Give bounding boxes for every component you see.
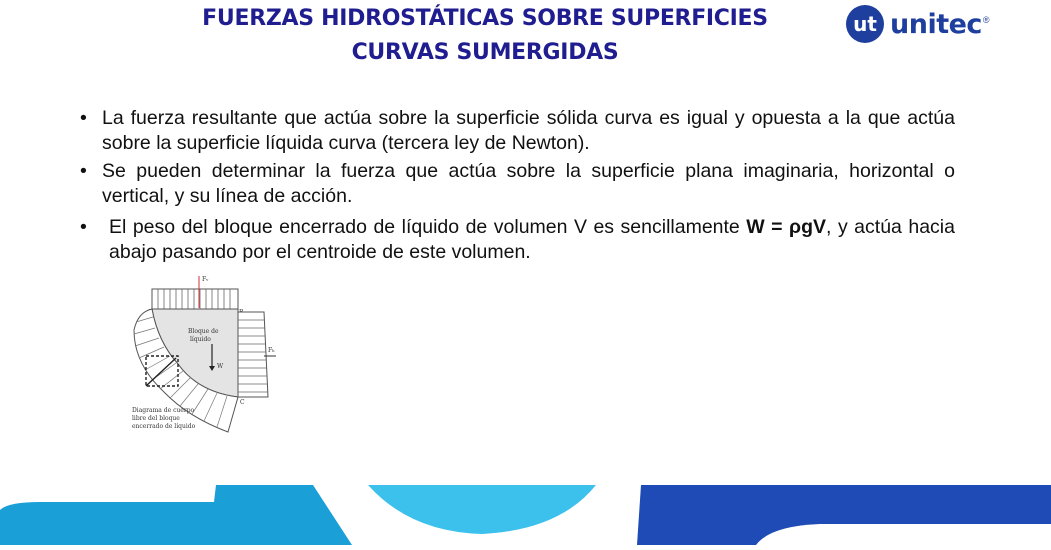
bullet-marker: • <box>80 160 87 182</box>
logo-badge-text: ut <box>853 12 877 36</box>
bullet-text-3 <box>109 215 955 265</box>
fh-label: Fₕ <box>268 347 275 354</box>
bullet-item-2 <box>80 159 955 209</box>
caption-line-3: encerrado de líquido <box>132 423 196 430</box>
logo-badge-icon <box>846 5 884 43</box>
fv-label: Fᵥ <box>202 276 209 283</box>
logo-text: unitec <box>890 8 982 40</box>
footer-middle-shape <box>368 485 596 534</box>
footer-right-cutout <box>756 524 1051 545</box>
caption-line-2: libre del bloque <box>132 415 180 422</box>
caption-line-1: Diagrama de cuerpo <box>132 407 195 414</box>
free-body-diagram <box>128 272 276 438</box>
block-label-line-2: líquido <box>190 336 211 343</box>
weight-formula: W = ρgV <box>746 216 827 238</box>
bullet-item-1 <box>80 106 955 156</box>
bullet-text-3-post: , y actúa hacia abajo pasando por el centroide de este volumen. <box>109 216 955 263</box>
point-c-label: C <box>240 399 245 406</box>
free-body-diagram-svg <box>128 272 276 438</box>
bullet-marker: • <box>80 216 87 238</box>
bullet-text-2: Se pueden determinar la fuerza que actúa sobre la superficie plana imaginaria, horizontal o vertical, y su línea de acción. <box>102 160 955 207</box>
weight-label: W <box>217 363 224 370</box>
bullet-marker: • <box>80 107 87 129</box>
footer-shapes-svg <box>0 478 1051 545</box>
block-label-line-1: Bloque de <box>188 328 219 335</box>
page-title <box>150 2 820 70</box>
footer-decoration <box>0 478 1051 545</box>
bullet-list <box>80 106 955 268</box>
bullet-item-3 <box>80 215 955 265</box>
top-pressure-distribution <box>152 289 238 309</box>
title-line-1: FUERZAS HIDROSTÁTICAS SOBRE SUPERFICIES <box>202 6 768 31</box>
footer-left-shape <box>0 485 352 545</box>
unitec-logo <box>846 4 996 44</box>
bullet-text-1: La fuerza resultante que actúa sobre la superficie sólida curva es igual y opuesta a la que actúa sobre la superficie líquida curva (tercera ley de Newton). <box>102 107 955 154</box>
title-line-2: CURVAS SUMERGIDAS <box>351 40 619 65</box>
logo-registered-mark: ® <box>982 15 990 25</box>
bullet-text-3-pre: El peso del bloque encerrado de líquido de volumen V es sencillamente <box>109 216 747 238</box>
